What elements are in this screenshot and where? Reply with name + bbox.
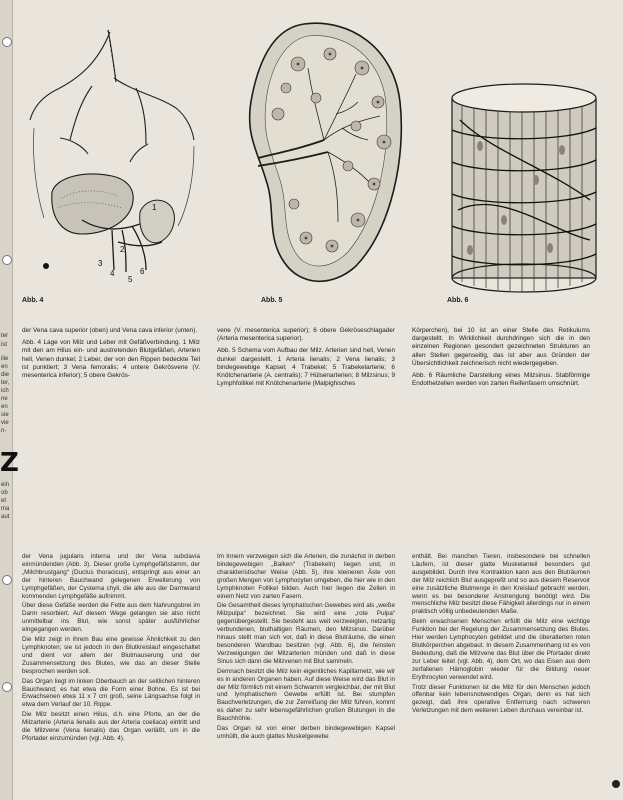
caption-abb4-continued: vene (V. mesenterica superior); 6 obere Gekröseschlagader (Arteria mesenterica superior). — [217, 327, 395, 343]
paragraph: enthält. Bei manchen Tieren, insbesondere bei schnellen Läufern, ist dieser glatte Muskelanteil besonders gut ausgebildet. Durch ihre Kontraktion kann aus den Bluträumen der Milz reichlich Blut ausgepreßt und so aus diesem Reservoir eine zusätzliche Blutmenge in den Kreislauf gebracht werden, wenn es bei besonderer Anstrengung benötigt wird. Die menschliche Milz besitzt diese Fähigkeit allerdings nur in einem praktisch völlig unbedeutenden Maße. — [412, 553, 590, 616]
paragraph: Das Organ ist von einer derben bindegewebigen Kapsel umhüllt, die auch glattes Muskelgewebe — [217, 725, 395, 740]
caption-abb5-continued: Körperchen), bei 10 ist an einer Stelle des Retikulums dargestellt. In Wirklichkeit durchdringen sich die in den einzelnen Regionen gesondert gezeichneten Strukturen an allen Stellen gegenseitig, das ist aber aus Gründen der Übersichtlichkeit zeichnerisch nicht wiedergegeben. — [412, 327, 590, 367]
edge-text-fragment: en — [1, 404, 8, 410]
body-text-column-1 — [22, 553, 200, 745]
edge-text-fragment: sie — [1, 412, 9, 418]
caption-column-3 — [412, 327, 590, 392]
edge-text-fragment: et — [1, 498, 7, 504]
edge-text-fragment: aut — [1, 514, 10, 520]
paragraph: Demnach besitzt die Milz kein eigentliches Kapillarnetz, wie wir es in anderen Organen haben. Auf diese Weise wird das Blut in der Milz förmlich mit einem Schwamm vergleichbar, der mit Blut und lymphatischem Gewebe erfüllt ist. Bei stumpfen Bauchverletzungen, die zur Zerreißung der Milz führen, kommt es daher zu sehr lebensgefährlichen großen Blutungen in die Bauchhöhle. — [217, 667, 395, 723]
binder-hole — [2, 37, 12, 47]
binder-hole — [2, 682, 12, 692]
figure-label-abb4: Abb. 4 — [22, 297, 44, 304]
callout-5: 5 — [128, 275, 133, 284]
caption-abb4: Abb. 4 Lage von Milz und Leber mit Gefäßverbindung. 1 Milz mit den am Hilus ein- und austretenden Blutgefäßen, Arterien hell, Venen dunkel; 2 Leber, der von den Rippen bedeckte Teil ist punktiert; 3 Vena femoralis; 4 untere Gekrösvene (V. mesenterica inferior); 5 obere Gekrös- — [22, 339, 200, 380]
edge-text-fragment: ich — [1, 388, 9, 394]
figure-label-abb5: Abb. 5 — [261, 297, 283, 304]
paragraph: der Vena jugularis interna und der Vena subclavia einmündenden (Abb. 3). Dieser große Lymphgefäßstamm, der „Milchbrustgang“ (Ductus thoracicus), entspringt aus einer an der hinteren Bauchwand gelegenen Erweiterung von Lymphgefäßen, der Cysterna chyli, die alle aus der Darmwand kommenden Lymphgefäße aufnimmt. — [22, 553, 200, 600]
caption-abb5: Abb. 5 Schema vom Aufbau der Milz. Arterien sind hell, Venen dunkel dargestellt. 1 Arteria lienalis; 2 Vena lienalis; 3 bindegewebige Kapsel; 4 Trabekel; 5 Trabekelarterie; 6 Knötchenarterie (A. centralis); 7 Hülsenarterien; 8 Milzsinus; 9 Lymphfollikel mit Knötchenarterie (Malpighisches — [217, 347, 395, 388]
edge-text-fragment: vie — [1, 420, 9, 426]
body-text-column-2 — [217, 553, 395, 743]
callout-1: 1 — [152, 203, 157, 212]
figure-abb5-spleen-schema — [238, 16, 408, 291]
caption-column-1 — [22, 327, 200, 384]
paragraph: Die Milz besitzt einen Hilus, d.h. eine Pforte, an der die Milzarterie (Arteria lienalis aus der Arteria coeliaca) eintritt und die Milzvene (Vena lienalis) das Organ verläßt, um in die Pfortader einzumünden (vgl. Abb. 4). — [22, 711, 200, 742]
figure-abb4-torso — [22, 20, 200, 290]
edge-text-fragment: en — [1, 364, 8, 370]
page-corner-marker — [612, 780, 620, 788]
binder-hole — [2, 575, 12, 585]
edge-text-fragment: ilie — [1, 356, 9, 362]
callout-3: 3 — [98, 259, 103, 268]
body-text-column-3 — [412, 553, 590, 717]
paragraph: Beim erwachsenen Menschen erfüllt die Milz eine wichtige Funktion bei der Regelung der Zusammensetzung des Blutes. Hier werden Lymphocyten gebildet und die überalterten roten Blutkörperchen abgebaut. In diesem Zusammenhang ist es von Bedeutung, daß die Milzvene das Blut über die Pfortader direkt zur Leber leitet (vgl. Abb. 4), dem Ort, wo das Eisen aus dem zerfallenen Hämoglobin wieder für die Bildung neuer Erythrocyten verwendet wird. — [412, 618, 590, 681]
edge-large-letter: Z — [0, 448, 19, 478]
figure-abb6-splenic-sinus — [440, 80, 608, 295]
callout-6: 6 — [140, 267, 145, 276]
edge-text-fragment: ne — [1, 396, 8, 402]
edge-text-fragment: ma — [1, 506, 10, 512]
adjacent-page-edge — [0, 0, 19, 800]
edge-text-fragment: ter, — [1, 380, 10, 386]
caption-column-2 — [217, 327, 395, 392]
paragraph: Das Organ liegt im linken Oberbauch an der seitlichen hinteren Bauchwand; es hat etwa die Form einer Bohne. Es ist bei Erwachsenen etwa 11 x 7 cm groß, seine Längsachse folgt in etwa dem Verlauf der 10. Rippe. — [22, 677, 200, 709]
edge-text-fragment: ter — [1, 333, 9, 339]
paragraph: Trotz dieser Funktionen ist die Milz für den Menschen jedoch offenbar kein lebensnotwendiges Organ, denn es hat sich gezeigt, daß ihre operative Entfernung nach schweren Verletzungen mit dem weiteren Leben durchaus vereinbar ist. — [412, 683, 590, 715]
paragraph: Die Milz zeigt in ihrem Bau eine gewisse Ähnlichkeit zu den Lymphknoten; sie ist jedoch in den Blutkreislauf eingeschaltet und dient vor allem der Blutmauserung und der Zusammensetzung des Blutes, wie das an dieser Stelle besprochen werden soll. — [22, 636, 200, 675]
paragraph: Die Gesamtheit dieses lymphatischen Gewebes wird als „weiße Milzpulpa“ bezeichnet. Sie wird eine „rote Pulpa“ gegenübergestellt. Sie besteht aus weit verzweigten, netzartig verbundenen, bluthaltigen Räumen, den Milzsinus. Darüber hinaus stellt man sich vor, daß in diese Bluträume, die einen besonderen Wandbau besitzen (vgl. Abb. 6), die feinsten Verzweigungen der Milzarterien münden und daß in diese Sinus sich dann die Milzvenen mit Blut sammeln. — [217, 602, 395, 665]
edge-text-fragment: ob — [1, 490, 8, 496]
paragraph: Über diese Gefäße werden die Fette aus dem Nahrungsbrei im Darm resorbiert. Auf diesem Wege gelangen sie also nicht unmittelbar ins Blut, wie sonst später ausführlicher eingegangen werden. — [22, 602, 200, 634]
edge-text-fragment: die — [1, 372, 10, 378]
caption-abb6: Abb. 6 Räumliche Darstellung eines Milzsinus. Stabförmige Endothelzellen werden von zarten Reifenfasern umschnürt. — [412, 372, 590, 388]
edge-text-fragment: ein — [1, 482, 10, 488]
edge-text-fragment: n- — [1, 428, 7, 434]
figure-label-abb6: Abb. 6 — [447, 297, 469, 304]
binder-hole — [2, 255, 12, 265]
paragraph: Im Innern verzweigen sich die Arterien, die zunächst in derben bindegewebigen „Balken“ (Trabekeln) liegen und, in charakteristischer Weise (Abb. 5), ihre kleineren Äste von großen Mengen von Lymphocyten umgeben, die hier wie in den Lymphknoten Follikel bilden. Auch hier liegen die Zellen in einem Netz von zarten Fasern. — [217, 553, 395, 600]
edge-text-fragment: ist — [1, 342, 7, 348]
callout-4: 4 — [110, 269, 115, 278]
caption-intro: der Vena cava superior (oben) und Vena cava inferior (unten). — [22, 327, 198, 334]
callout-2: 2 — [120, 245, 125, 254]
